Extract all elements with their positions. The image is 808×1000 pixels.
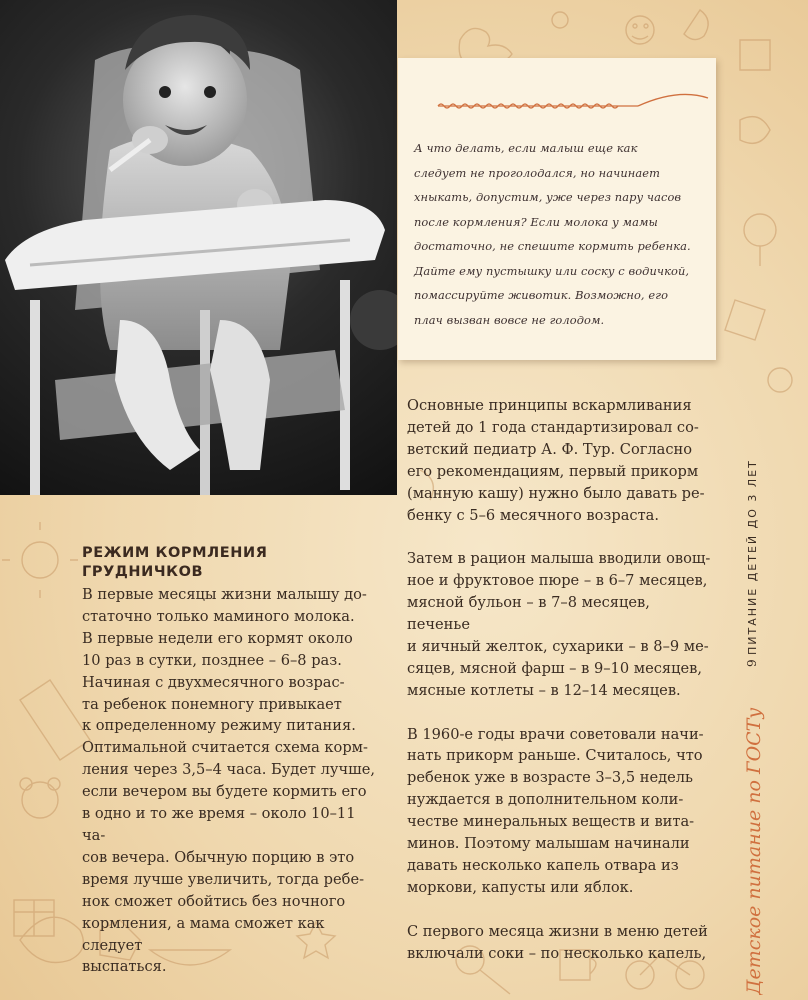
note-line: Дайте ему пустышку или соску с водичкой, [414, 263, 690, 278]
text-line: включали соки – по несколько капель, [407, 944, 707, 962]
text-line: мясные котлеты – в 12–14 месяцев. [407, 681, 681, 699]
right-column-text [407, 395, 717, 965]
text-line: сов вечера. Обычную порцию в это [82, 848, 355, 866]
tip-note-card [398, 58, 716, 360]
text-line: давать несколько капель отвара из [407, 857, 679, 874]
text-line: нуждается в дополнительном коли- [407, 791, 684, 809]
text-line: С первого месяца жизни в меню детей [407, 922, 708, 940]
text-line: нок сможет обойтись без ночного [82, 892, 346, 910]
text-line: нать прикорм раньше. Считалось, что [407, 747, 703, 765]
text-line: детей до 1 года стандартизировал со- [407, 418, 699, 436]
text-line: выспаться. [82, 958, 167, 976]
note-line: плач вызван вовсе не голодом. [414, 312, 605, 327]
text-line: статочно только маминого молока. [82, 607, 355, 625]
text-line: ное и фруктовое пюре – в 6–7 месяцев, [407, 572, 708, 590]
baby-in-highchair-image [0, 0, 397, 495]
note-text [414, 136, 714, 332]
note-line: следует не проголодался, но начинает [414, 165, 660, 180]
text-line: 10 раз в сутки, позднее – 6–8 раз. [82, 651, 342, 669]
note-line: хныкать, допустим, уже через пару часов [414, 190, 682, 204]
paragraph-2 [407, 548, 717, 701]
note-line: после кормления? Если молока у мамы [414, 214, 658, 229]
text-line: Начиная с двухмесячного возрас- [82, 673, 345, 691]
text-line: и яичный желток, сухарики – в 8–9 ме- [407, 637, 709, 655]
paragraph-1 [407, 395, 717, 526]
text-line: ветский педиатр А. Ф. Тур. Согласно [407, 440, 693, 458]
text-line: Основные принципы вскармливания [407, 397, 692, 414]
text-line: честве минеральных веществ и вита- [407, 813, 695, 831]
section-heading [82, 544, 322, 582]
text-line: (манную кашу) нужно было давать ре- [407, 484, 705, 502]
text-line: к определенному режиму питания. [82, 717, 356, 735]
paragraph-4 [407, 921, 717, 965]
text-line: ребенок уже в возрасте 3–3,5 недель [407, 769, 693, 787]
text-line: мясной бульон – в 7–8 месяцев, печенье [407, 594, 650, 634]
heading-line: ГРУДНИЧКОВ [82, 564, 204, 580]
heading-line: РЕЖИМ КОРМЛЕНИЯ [82, 545, 268, 561]
text-line: его рекомендациям, первый прикорм [407, 462, 699, 480]
text-line: В первые недели его кормят около [82, 629, 353, 647]
note-line: достаточно, не спешите кормить ребенка. [414, 239, 691, 253]
text-line: кормления, а мама сможет как следует [82, 914, 325, 954]
sidebar-section-title: ПИТАНИЕ ДЕТЕЙ ДО 3 ЛЕТ [746, 459, 759, 655]
note-line: А что делать, если малыш еще как [414, 141, 638, 155]
text-line: если вечером вы будете кормить его [82, 783, 367, 801]
book-title: Детское питание по ГОСТу [743, 707, 765, 995]
vertical-sidebar [730, 455, 790, 995]
note-line: помассируйте животик. Возможно, его [414, 288, 669, 302]
text-line: время лучше увеличить, тогда ребе- [82, 870, 365, 888]
text-line: Оптимальной считается схема корм- [82, 739, 368, 757]
paragraph-3 [407, 724, 717, 899]
text-line: та ребенок понемногу привыкает [82, 695, 342, 713]
text-line: В первые месяцы жизни малышу до- [82, 586, 367, 603]
text-line: минов. Поэтому малышам начинали [407, 835, 690, 853]
baby-photo [0, 0, 397, 495]
text-line: бенку с 5–6 месячного возраста. [407, 506, 660, 524]
left-column-text [82, 584, 382, 978]
text-line: В 1960-е годы врачи советовали начи- [407, 725, 704, 743]
text-line: в одно и то же время – около 10–11 ча- [82, 805, 356, 844]
text-line: сяцев, мясной фарш – в 9–10 месяцев, [407, 659, 703, 677]
text-line: Затем в рацион малыша вводили овощ- [407, 550, 711, 568]
page-number: 9 [745, 659, 759, 667]
text-line: ления через 3,5–4 часа. Будет лучше, [82, 761, 375, 779]
text-line: моркови, капусты или яблок. [407, 878, 634, 896]
